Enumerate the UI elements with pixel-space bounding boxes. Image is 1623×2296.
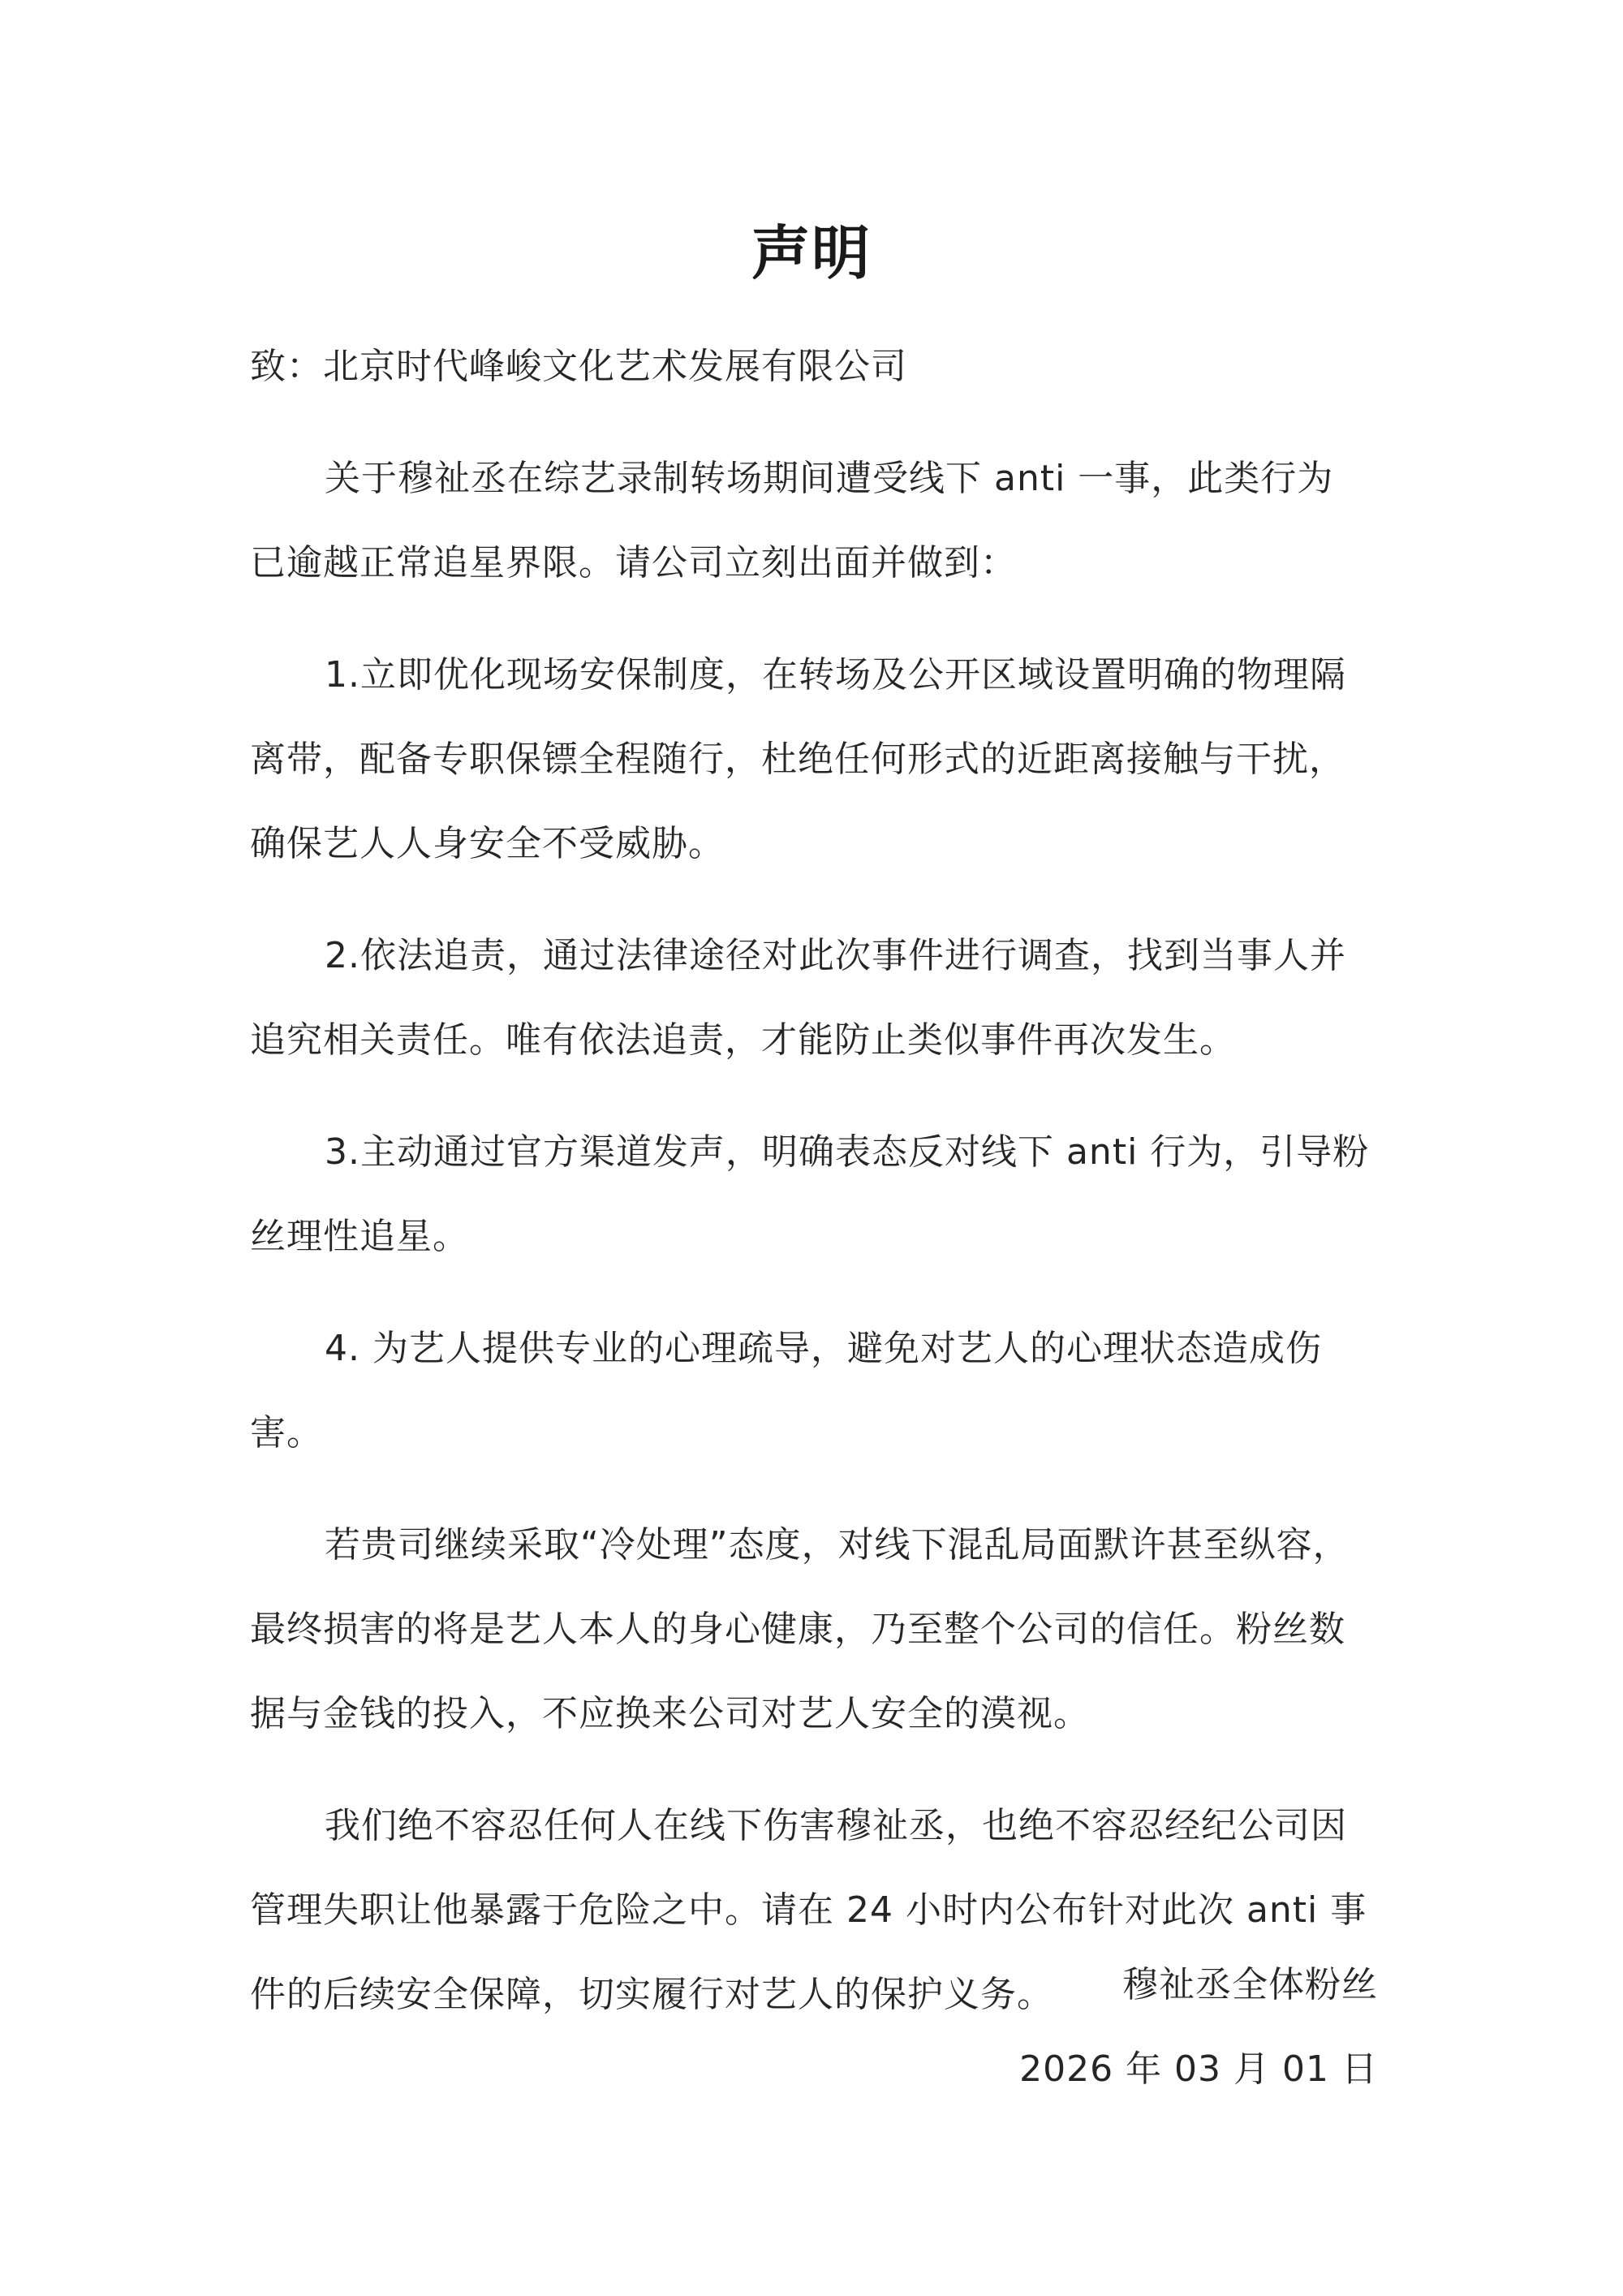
statement-body [250, 325, 1378, 2037]
paragraph-gap [250, 605, 1378, 633]
salutation-line [250, 325, 1378, 409]
paragraph-text: 2.依法追责，通过法律途径对此次事件进行调查，找到当事人并 [325, 935, 1346, 976]
paragraph-text: 害。 [250, 1412, 323, 1454]
paragraph-4-line-2 [250, 1195, 1378, 1279]
paragraph-text: 已逾越正常追星界限。请公司立刻出面并做到： [250, 542, 1017, 584]
paragraph-2-line-1 [250, 633, 1378, 717]
paragraph-gap [250, 409, 1378, 437]
paragraph-7-line-1 [250, 1784, 1378, 1868]
paragraph-3-line-2 [250, 998, 1378, 1083]
paragraph-gap [250, 1756, 1378, 1784]
paragraph-text: 我们绝不容忍任何人在线下伤害穆祉丞，也绝不容忍经纪公司因 [325, 1805, 1347, 1846]
paragraph-3-line-1 [250, 914, 1378, 998]
paragraph-5-line-2 [250, 1391, 1378, 1475]
paragraph-5-line-1 [250, 1307, 1378, 1391]
paragraph-6-line-3 [250, 1672, 1378, 1756]
paragraph-text: 最终损害的将是艺人本人的身心健康，乃至整个公司的信任。粉丝数 [250, 1609, 1345, 1650]
paragraph-1-line-2 [250, 521, 1378, 605]
paragraph-text: 确保艺人人身安全不受威胁。 [250, 823, 725, 864]
paragraph-gap [250, 1083, 1378, 1110]
page-title: 声明 [751, 218, 872, 287]
paragraph-gap [250, 1279, 1378, 1307]
paragraph-text: 3.主动通过官方渠道发声，明确表态反对线下 anti 行为，引导粉 [325, 1131, 1370, 1173]
date-line [1019, 2027, 1378, 2112]
paragraph-4-line-1 [250, 1110, 1378, 1195]
salutation-text: 致：北京时代峰峻文化艺术发展有限公司 [250, 346, 907, 387]
signature-text: 穆祉丞全体粉丝 [1122, 1964, 1378, 2005]
paragraph-6-line-1 [250, 1503, 1378, 1587]
signature-block [1019, 1943, 1378, 2112]
paragraph-text: 1.立即优化现场安保制度，在转场及公开区域设置明确的物理隔 [325, 654, 1346, 696]
paragraph-text: 件的后续安全保障，切实履行对艺人的保护义务。 [250, 1974, 1053, 2015]
paragraph-gap [250, 1475, 1378, 1503]
paragraph-text: 4. 为艺人提供专业的心理疏导，避免对艺人的心理状态造成伤 [325, 1328, 1322, 1369]
paragraph-1-line-1 [250, 437, 1378, 521]
paragraph-text: 丝理性追星。 [250, 1216, 469, 1257]
paragraph-2-line-2 [250, 717, 1378, 802]
paragraph-text: 若贵司继续采取“冷处理”态度，对线下混乱局面默许甚至纵容， [325, 1524, 1350, 1566]
paragraph-text: 离带，配备专职保镖全程随行，杜绝任何形式的近距离接触与干扰， [250, 739, 1345, 780]
paragraph-7-line-2 [250, 1868, 1378, 1953]
paragraph-2-line-3 [250, 802, 1378, 886]
paragraph-text: 据与金钱的投入，不应换来公司对艺人安全的漠视。 [250, 1693, 1090, 1734]
paragraph-text: 关于穆祉丞在综艺录制转场期间遭受线下 anti 一事，此类行为 [325, 458, 1334, 499]
date-text: 2026 年 03 月 01 日 [1019, 2048, 1378, 2090]
paragraph-gap [250, 886, 1378, 914]
paragraph-6-line-2 [250, 1587, 1378, 1672]
paragraph-text: 管理失职让他暴露于危险之中。请在 24 小时内公布针对此次 anti 事 [250, 1889, 1367, 1931]
paragraph-text: 追究相关责任。唯有依法追责，才能防止类似事件再次发生。 [250, 1019, 1236, 1061]
signature-line [1019, 1943, 1378, 2027]
